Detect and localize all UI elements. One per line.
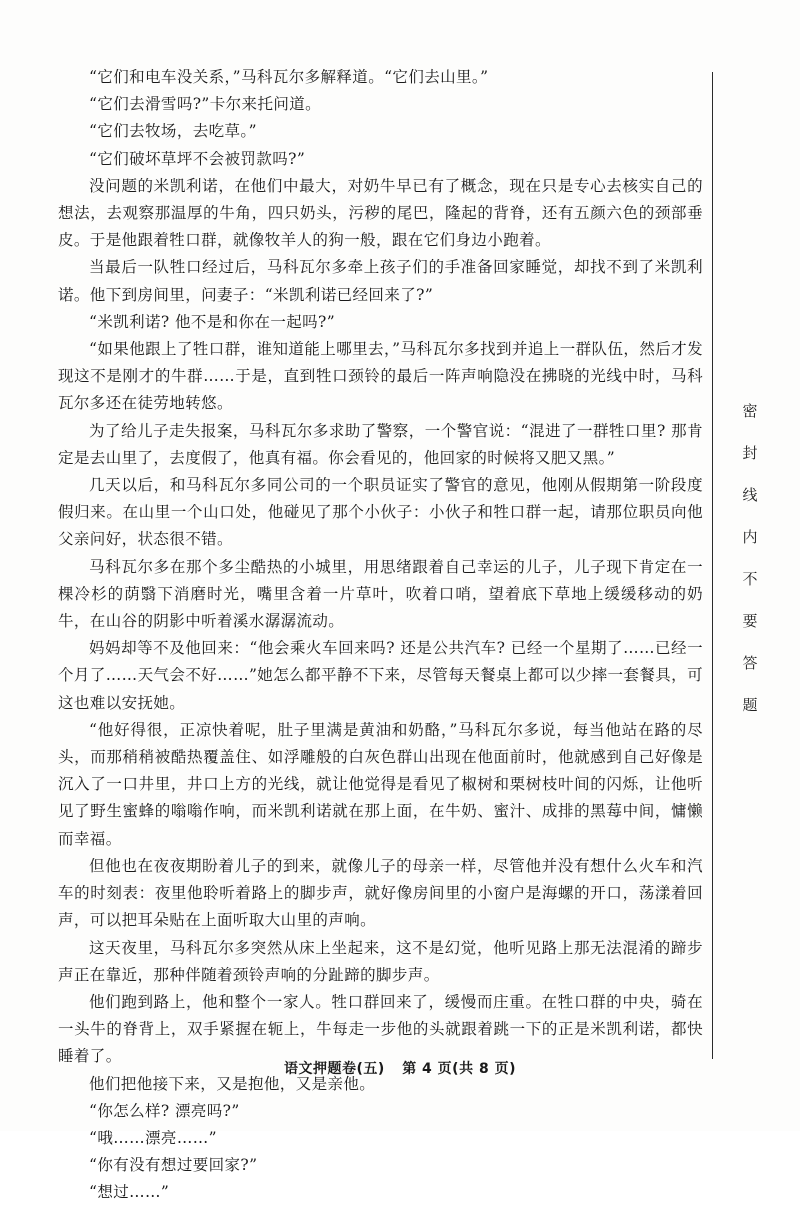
paragraph: 几天以后，和马科瓦尔多同公司的一个职员证实了警官的意见，他刚从假期第一阶段度假归来。在山里一个山口处，他碰见了那个小伙子：小伙子和牲口群一起，请那位职员向他父亲问好，状态很不错。 (58, 476, 703, 549)
paragraph: “它们去滑雪吗?”卡尔来托问道。 (89, 95, 322, 114)
notice-char: 题 (742, 696, 758, 714)
paragraph: “它们去牧场，去吃草。” (89, 122, 257, 141)
paragraph: “它们破坏草坪不会被罚款吗?” (89, 149, 306, 168)
dialogue-line: “哦……漂亮……” (89, 1128, 217, 1147)
page-footer (0, 1058, 800, 1078)
notice-char: 密 (742, 402, 758, 420)
paragraph: 这天夜里，马科瓦尔多突然从床上坐起来，这不是幻觉，他听见路上那无法混淆的蹄步声正在靠近，那种伴随着颈铃声响的分趾蹄的脚步声。 (58, 938, 703, 984)
dialogue-line: “想过……” (89, 1183, 170, 1202)
paragraph: “它们和电车没关系，”马科瓦尔多解释道。“它们去山里。” (89, 68, 489, 86)
paragraph: 他们跑到路上，他和整个一家人。牲口群回来了，缓慢而庄重。在牲口群的中央，骑在一头牛的脊背上，双手紧握在轭上，牛每走一步他的头就跟着跳一下的正是米凯利诺，都快睡着了。 (58, 992, 703, 1066)
exam-title: 语文押题卷(五) (284, 1061, 385, 1077)
paragraph: 当最后一队牲口经过后，马科瓦尔多牵上孩子们的手准备回家睡觉，却找不到了米凯利诺。他下到房间里，问妻子：“米凯利诺已经回来了?” (58, 258, 703, 304)
paragraph: 没问题的米凯利诺，在他们中最大，对奶牛早已有了概念，现在只是专心去核实自己的想法，去观察那温厚的牛角，四只奶头，污秽的尾巴，隆起的背脊，还有五颜六色的颈部垂皮。于是他跟着牲口群，就像牧羊人的狗一般，跟在它们身边小跑着。 (58, 176, 703, 250)
paragraph: 妈妈却等不及他回来：“他会乘火车回来吗? 还是公共汽车? 已经一个星期了……已经一个月了……天气会不好……”她怎么都平静不下来，尽管每天餐桌上都可以少摔一套餐具，可这也难以安抚她。 (58, 639, 703, 712)
story-text (58, 64, 703, 1207)
notice-char: 线 (742, 486, 758, 504)
paragraph: “他好得很，正凉快着呢，肚子里满是黄油和奶酪，”马科瓦尔多说，每当他站在路的尽头，而那稍稍被酷热覆盖住、如浮雕般的白灰色群山出现在他面前时，他就感到自己好像是沉入了一口井里，井口上方的光线，就让他觉得是看见了椒树和栗树枝叶间的闪烁，让他听见了野生蜜蜂的嗡嗡作响，而米凯利诺就在那上面，在牛奶、蜜汁、成排的黑莓中间，慵懒而幸福。 (58, 720, 703, 848)
paragraph: 但他也在夜夜期盼着儿子的到来，就像儿子的母亲一样，尽管他并没有想什么火车和汽车的时刻表：夜里他聆听着路上的脚步声，就好像房间里的小窗户是海螺的开口，荡漾着回声，可以把耳朵贴在上面听取大山里的声响。 (58, 856, 703, 930)
page-number: 第 4 页(共 8 页) (402, 1061, 516, 1077)
dialogue-line: “你有没有想过要回家?” (89, 1156, 258, 1175)
notice-char: 要 (742, 612, 758, 630)
paragraph: “如果他跟上了牲口群，谁知道能上哪里去，”马科瓦尔多找到并追上一群队伍，然后才发现这不是刚才的牛群……于是，直到牲口颈铃的最后一阵声响隐没在拂晓的光线中时，马科瓦尔多还在徒劳地转悠。 (58, 340, 703, 413)
notice-char: 不 (742, 570, 758, 588)
seal-line (712, 72, 713, 1059)
seal-line-notice (738, 390, 762, 726)
notice-char: 封 (742, 444, 758, 462)
paragraph: 马科瓦尔多在那个多尘酷热的小城里，用思绪跟着自己幸运的儿子，儿子现下肯定在一棵冷杉的荫翳下消磨时光，嘴里含着一片草叶，吹着口哨，望着底下草地上缓缓移动的奶牛，在山谷的阴影中听着溪水潺潺流动。 (58, 557, 703, 631)
paragraph: “米凯利诺? 他不是和你在一起吗?” (89, 312, 336, 331)
notice-char: 答 (742, 654, 758, 672)
paragraph: 为了给儿子走失报案，马科瓦尔多求助了警察，一个警官说：“混进了一群牲口里? 那肯定是去山里了，去度假了，他真有福。你会看见的，他回家的时候将又肥又黑。” (58, 421, 703, 467)
notice-char: 内 (742, 528, 758, 546)
paragraph: 他们把他接下来，又是抱他，又是亲他。 (89, 1074, 376, 1093)
dialogue-line: “你怎么样? 漂亮吗?” (89, 1101, 240, 1120)
